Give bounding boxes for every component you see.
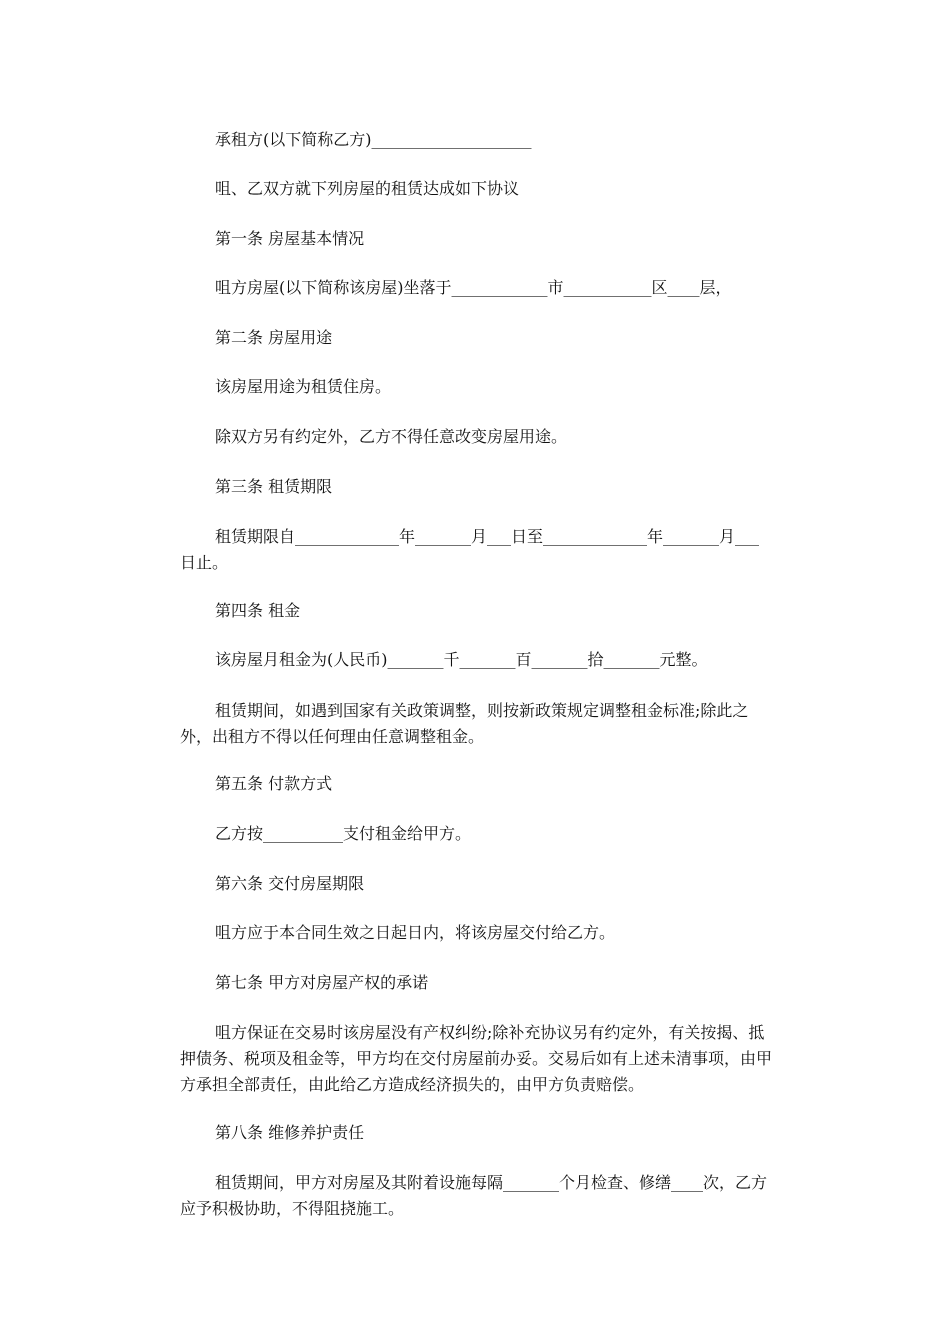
usage-restriction-line: 除双方另有约定外，乙方不得任意改变房屋用途。 (215, 427, 568, 446)
rent-adjustment-paragraph: 租赁期间，如遇到国家有关政策调整，则按新政策规定调整租金标准;除此之外，出租方不得以任何理由任意调整租金。 (180, 701, 749, 746)
maintenance-paragraph: 租赁期间，甲方对房屋及其附着设施每隔_______个月检查、修缮____次，乙方应予积极协助，不得阻挠施工。 (180, 1173, 768, 1218)
lease-term-paragraph: 租赁期限自_____________年_______月___日至_____________年_______月___日止。 (180, 527, 760, 572)
article-6-heading: 第六条 交付房屋期限 (215, 874, 365, 893)
article-7-heading: 第七条 甲方对房屋产权的承诺 (215, 973, 429, 992)
article-5-heading: 第五条 付款方式 (215, 774, 333, 793)
property-location-line: 咀方房屋(以下简称该房屋)坐落于____________市___________区____层， (215, 278, 732, 297)
payment-method-line: 乙方按__________支付租金给甲方。 (215, 824, 472, 843)
article-2-heading: 第二条 房屋用途 (215, 328, 333, 347)
article-4-heading: 第四条 租金 (215, 601, 301, 620)
lessee-line: 承租方(以下简称乙方)____________________ (215, 130, 532, 149)
agreement-intro: 咀、乙双方就下列房屋的租赁达成如下协议 (215, 179, 520, 198)
usage-line: 该房屋用途为租赁住房。 (215, 377, 392, 396)
article-1-heading: 第一条 房屋基本情况 (215, 229, 365, 248)
delivery-line: 咀方应于本合同生效之日起日内，将该房屋交付给乙方。 (215, 923, 616, 942)
article-3-heading: 第三条 租赁期限 (215, 477, 333, 496)
article-8-heading: 第八条 维修养护责任 (215, 1123, 365, 1142)
ownership-guarantee-paragraph: 咀方保证在交易时该房屋没有产权纠纷;除补充协议另有约定外，有关按揭、抵押债务、税项及租金等，甲方均在交付房屋前办妥。交易后如有上述未清事项，由甲方承担全部责任，由此给乙方造成经济损失的，由甲方负责赔偿。 (180, 1023, 773, 1094)
rent-amount-line: 该房屋月租金为(人民币)_______千_______百_______拾_______元整。 (215, 650, 708, 669)
